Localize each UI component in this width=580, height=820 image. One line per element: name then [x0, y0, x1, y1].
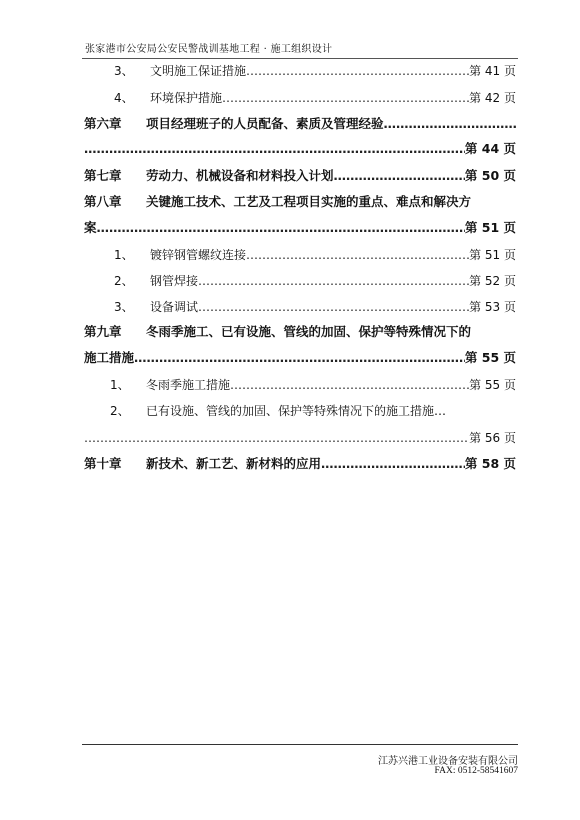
- toc-chapter-page: 第 50 页: [464, 168, 516, 183]
- header-title: 张家港市公安局公安民警战训基地工程 · 施工组织设计: [85, 44, 333, 55]
- toc-chapter-entry-cont[interactable]: [84, 140, 516, 158]
- dot-leader: [222, 89, 469, 107]
- toc-entry-title: 镀锌钢管螺纹连接: [150, 248, 247, 262]
- dot-leader: [230, 376, 469, 394]
- footer-fax: FAX: 0512-58541607: [434, 766, 518, 776]
- toc-chapter-entry[interactable]: [84, 167, 516, 185]
- toc-chapter-title: 劳动力、机械设备和材料投入计划: [146, 168, 334, 183]
- toc-entry-page: 第 56 页: [469, 431, 516, 445]
- toc-chapter-title: 关键施工技术、工艺及工程项目实施的重点、难点和解决方: [146, 194, 472, 209]
- dot-leader: [84, 140, 465, 158]
- toc-entry-title: 设备调试: [150, 300, 199, 314]
- dot-leader: [334, 167, 465, 185]
- toc-chapter-number: 第十章: [84, 456, 122, 471]
- toc-entry-title: 冬雨季施工措施: [146, 378, 231, 392]
- toc-chapter-title: 冬雨季施工、已有设施、管线的加固、保护等特殊情况下的: [146, 324, 472, 339]
- dot-leader: [246, 62, 469, 80]
- toc-entry[interactable]: [84, 402, 516, 420]
- dot-leader: [134, 349, 465, 367]
- toc-entry-page: 第 42 页: [469, 91, 516, 105]
- toc-entry-number: 3、: [114, 300, 134, 314]
- toc-entry[interactable]: [84, 298, 516, 316]
- toc-entry-page: 第 55 页: [469, 378, 516, 392]
- dot-leader: [84, 429, 469, 447]
- toc-chapter-entry[interactable]: [84, 323, 516, 341]
- toc-entry-cont[interactable]: [84, 429, 516, 447]
- toc-entry[interactable]: [84, 89, 516, 107]
- dot-leader: [97, 219, 465, 237]
- dot-leader: [198, 298, 469, 316]
- footer-company-name: 江苏兴港工业设备安装有限公司: [378, 756, 518, 767]
- toc-entry[interactable]: [84, 376, 516, 394]
- toc-chapter-title-cont: 案: [84, 220, 97, 235]
- toc-chapter-entry-cont[interactable]: [84, 219, 516, 237]
- toc-entry-page: 第 41 页: [469, 64, 516, 78]
- toc-chapter-number: 第九章: [84, 324, 122, 339]
- toc-entry-number: 1、: [114, 248, 134, 262]
- toc-chapter-page: 第 44 页: [464, 141, 516, 156]
- toc-entry-title: 已有设施、管线的加固、保护等特殊情况下的施工措施…: [146, 404, 447, 418]
- toc-entry[interactable]: [84, 62, 516, 80]
- dot-leader: [321, 455, 465, 473]
- toc-entry-title: 文明施工保证措施: [150, 64, 247, 78]
- toc-entry-title: 环境保护措施: [150, 91, 223, 105]
- toc-chapter-title: 新技术、新工艺、新材料的应用: [146, 456, 322, 471]
- toc-chapter-page: 第 58 页: [464, 456, 516, 471]
- toc-chapter-title: 项目经理班子的人员配备、素质及管理经验: [146, 116, 384, 131]
- toc-chapter-entry-cont[interactable]: [84, 349, 516, 367]
- footer-divider: [82, 744, 518, 745]
- toc-entry-number: 2、: [110, 404, 130, 418]
- toc-entry[interactable]: [84, 272, 516, 290]
- toc-entry-number: 4、: [114, 91, 134, 105]
- toc-chapter-entry[interactable]: [84, 193, 516, 211]
- toc-entry-title: 钢管焊接: [150, 274, 199, 288]
- toc-entry-number: 2、: [114, 274, 134, 288]
- toc-chapter-number: 第六章: [84, 116, 122, 131]
- toc-entry-page: 第 53 页: [469, 300, 516, 314]
- header-divider: [82, 58, 518, 59]
- toc-chapter-title-cont: 施工措施: [84, 350, 135, 365]
- dot-leader: [198, 272, 469, 290]
- toc-chapter-page: 第 55 页: [464, 350, 516, 365]
- toc-entry-page: 第 51 页: [469, 248, 516, 262]
- toc-entry[interactable]: [84, 246, 516, 264]
- toc-entry-number: 3、: [114, 64, 134, 78]
- dot-leader: [246, 246, 469, 264]
- toc-chapter-page: 第 51 页: [464, 220, 516, 235]
- dot-leader: [384, 115, 516, 133]
- toc-chapter-entry[interactable]: [84, 455, 516, 473]
- toc-chapter-entry[interactable]: [84, 115, 516, 133]
- toc-entry-page: 第 52 页: [469, 274, 516, 288]
- toc-entry-number: 1、: [110, 378, 130, 392]
- toc-chapter-number: 第八章: [84, 194, 122, 209]
- toc-chapter-number: 第七章: [84, 168, 122, 183]
